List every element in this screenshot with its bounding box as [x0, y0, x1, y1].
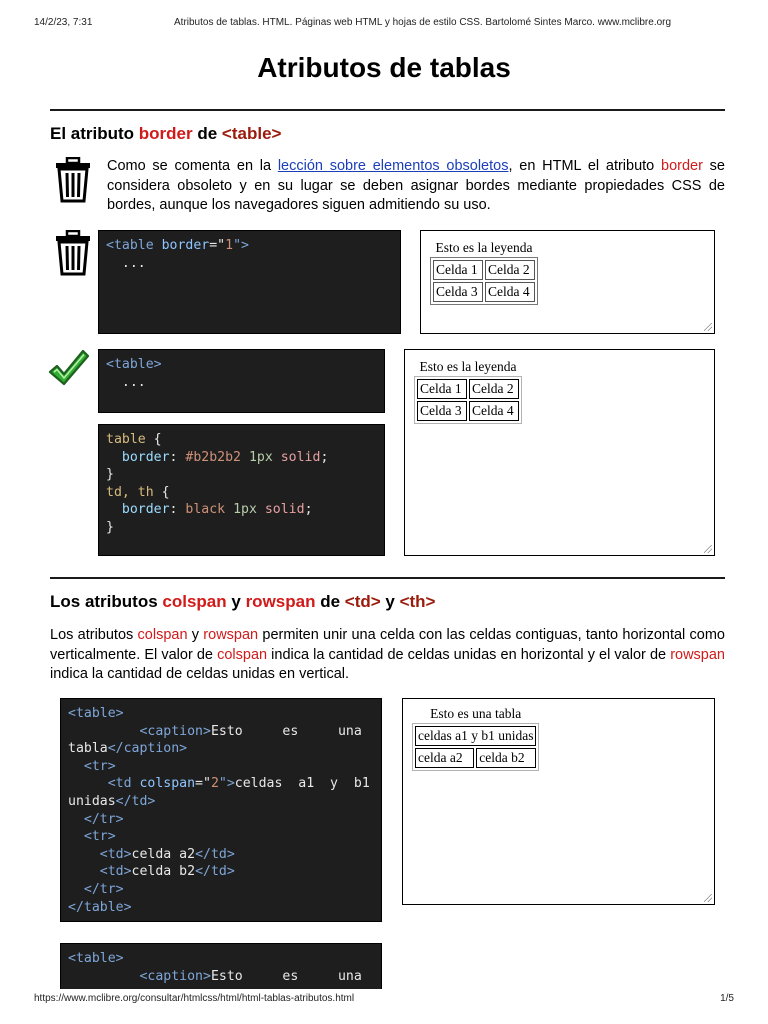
tag-th: <th> [399, 592, 436, 611]
section-divider [50, 109, 725, 111]
preview-cell: Celda 2 [485, 260, 535, 280]
attr-border-inline: border [661, 158, 703, 174]
tag-td: <td> [344, 592, 381, 611]
border-paragraph: Como se comenta en la lección sobre elementos obsoletos, en HTML el atributo border se considera obsoleto y en su lugar se deben asignar bordes mediante propiedades CSS de bordes, aunque los navegadores siguen admitiendo su uso. [107, 158, 725, 213]
preview-cell: Celda 4 [469, 401, 519, 421]
resize-handle[interactable] [704, 545, 712, 553]
preview-frame-border[interactable] [420, 230, 715, 334]
code-block-table-border: <table border="1"> ... [98, 230, 401, 334]
code-block-rowspan: <table> <caption>Esto es una [60, 943, 382, 989]
attr-rowspan: rowspan [245, 592, 316, 611]
preview-frame-css-border[interactable] [404, 349, 715, 556]
print-header [34, 17, 734, 31]
resize-handle[interactable] [704, 323, 712, 331]
preview-cell: celda a2 [415, 748, 474, 768]
preview-frame-colspan[interactable] [402, 698, 715, 905]
colspan-rowspan-paragraph: Los atributos colspan y rowspan permiten unir una celda con las celdas contiguas, tanto horizontal como verticalmente. El valor de colspan indica la cantidad de celdas unidas en horizontal y el valor de rowspan indica la cantidad de celdas unidas en vertical. [50, 627, 725, 682]
tag-table: <table> [221, 124, 282, 143]
preview-table [414, 358, 522, 424]
print-page-number: 1/5 [720, 993, 734, 1004]
attr-colspan: colspan [162, 592, 227, 611]
preview-table [430, 239, 538, 305]
trash-icon [55, 157, 91, 203]
code-block-colspan: <table> <caption>Esto es una tabla</caption> <tr> <td colspan="2">celdas a1 y b1 unidas</td> </tr> <tr> <td>celda a2</td> <td>celda b2</td> </tr> </table> [60, 698, 382, 922]
code-block-css: table { border: #b2b2b2 1px solid; } td, th { border: black 1px solid; } [98, 424, 385, 556]
preview-cell: Celda 1 [417, 379, 467, 399]
print-url: https://www.mclibre.org/consultar/htmlcss/html/html-tablas-atributos.html [34, 993, 355, 1004]
code-block-table: <table> ... [98, 349, 385, 413]
preview-table [412, 705, 539, 771]
preview-cell: celda b2 [476, 748, 536, 768]
preview-caption: Esto es la leyenda [435, 240, 533, 255]
trash-icon [55, 230, 91, 276]
page-title: Atributos de tablas [257, 52, 511, 83]
preview-cell-merged: celdas a1 y b1 unidas [415, 726, 536, 746]
preview-cell: Celda 3 [417, 401, 467, 421]
section-title-colspan-rowspan: Los atributos colspan y rowspan de <td> y <th> [50, 592, 436, 611]
preview-caption: Esto es una tabla [430, 706, 522, 721]
print-document-title: Atributos de tablas. HTML. Páginas web HTML y hojas de estilo CSS. Bartolomé Sintes Marco. www.mclibre.org [174, 17, 672, 28]
section-title-border: El atributo border de <table> [50, 124, 282, 143]
resize-handle[interactable] [704, 894, 712, 902]
link-obsolete-elements[interactable]: lección sobre elementos obsoletos [277, 158, 509, 174]
section-divider [50, 577, 725, 579]
attr-border: border [138, 124, 193, 143]
preview-cell: Celda 1 [433, 260, 483, 280]
preview-cell: Celda 3 [433, 282, 483, 302]
preview-cell: Celda 2 [469, 379, 519, 399]
print-date: 14/2/23, 7:31 [34, 17, 93, 28]
checkmark-icon [48, 348, 90, 388]
preview-caption: Esto es la leyenda [419, 359, 517, 374]
preview-cell: Celda 4 [485, 282, 535, 302]
